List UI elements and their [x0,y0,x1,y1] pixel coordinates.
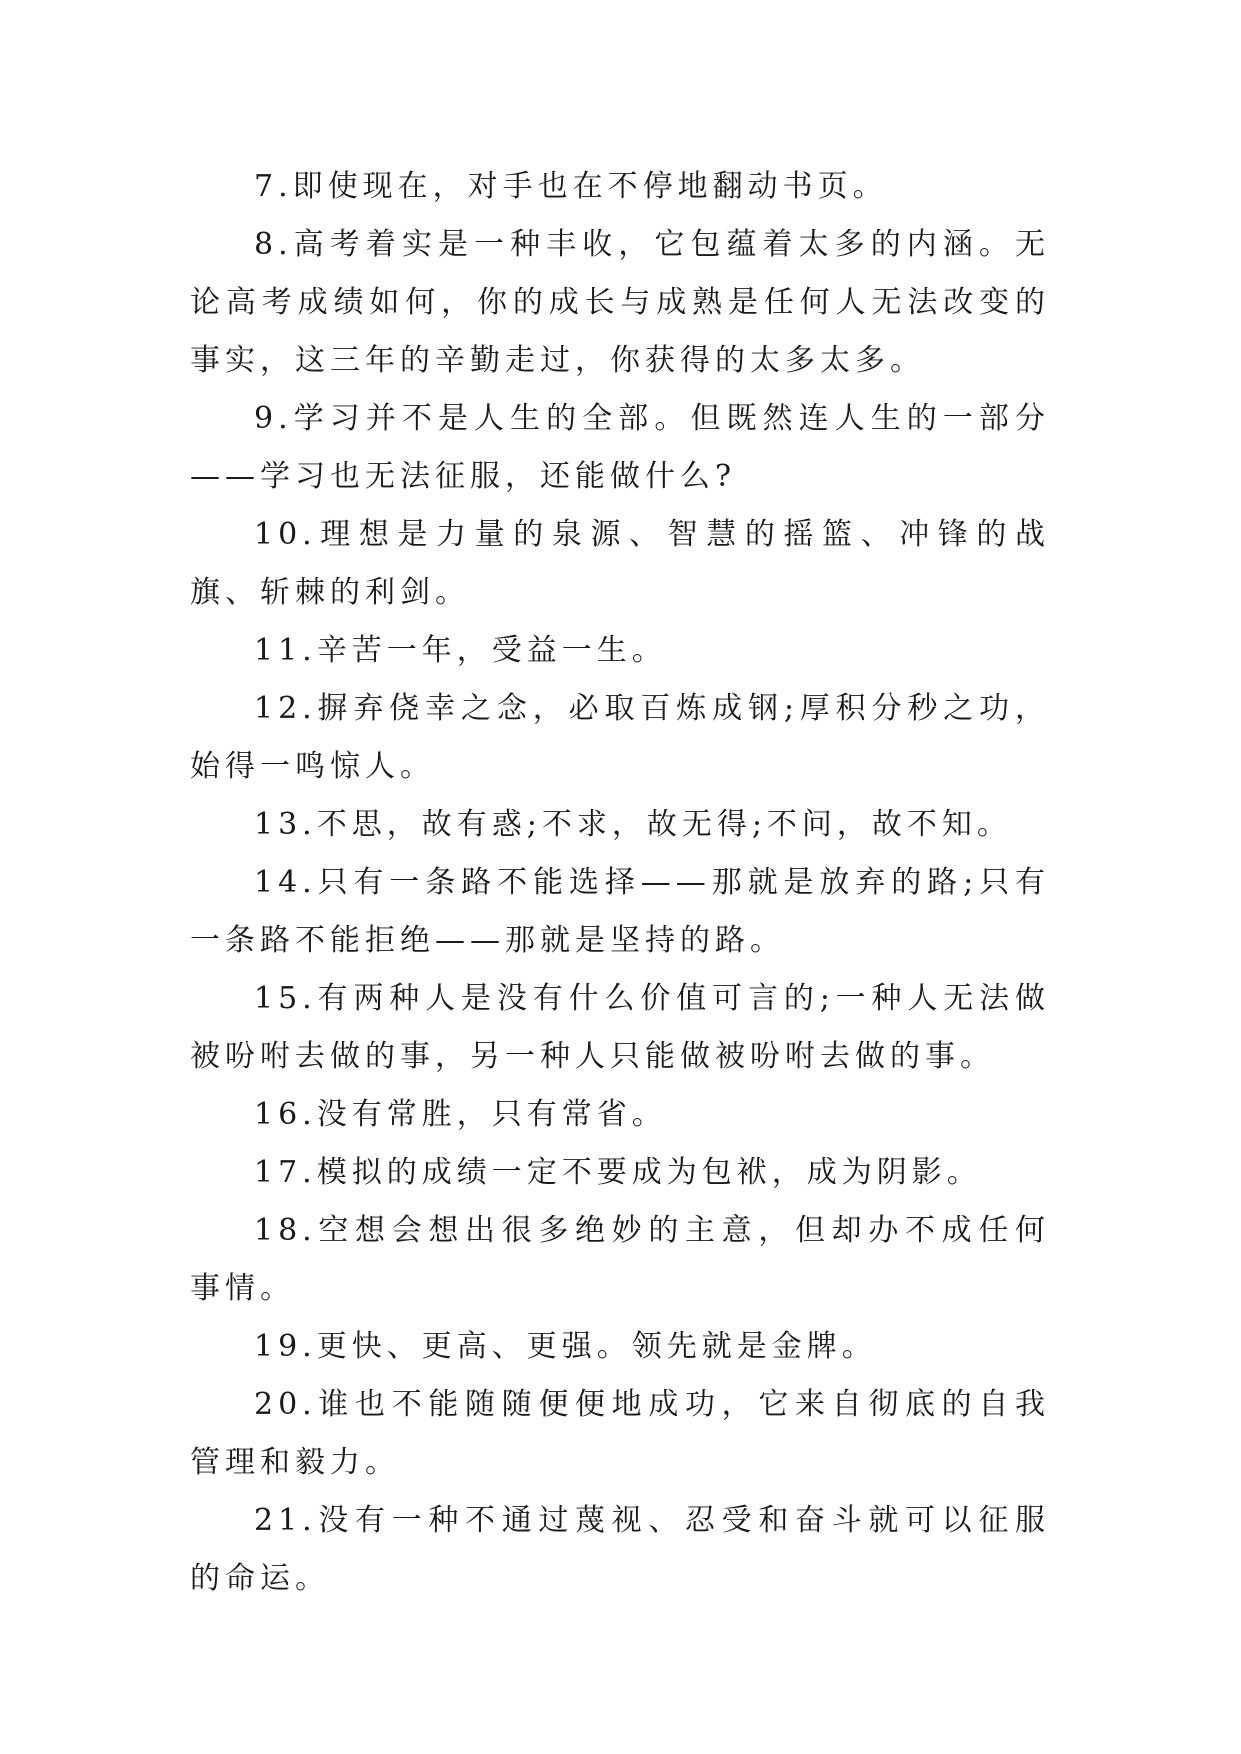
list-item: 13.不思，故有惑;不求，故无得;不问，故不知。 [254,807,1012,842]
list-item: 19.更快、更高、更强。领先就是金牌。 [254,1329,877,1364]
list-item: 20.谁也不能随随便便地成功，它来自彻底的自我管理和毅力。 [190,1387,1050,1480]
list-item: 14.只有一条路不能选择——那就是放弃的路;只有一条路不能拒绝——那就是坚持的路。 [190,865,1050,958]
list-item: 11.辛苦一年，受益一生。 [254,633,667,668]
list-item: 7.即使现在，对手也在不停地翻动书页。 [254,169,888,204]
list-item: 9.学习并不是人生的全部。但既然连人生的一部分——学习也无法征服，还能做什么? [190,401,1050,494]
list-item: 15.有两种人是没有什么价值可言的;一种人无法做被吩咐去做的事，另一种人只能做被吩咐去做的事。 [190,981,1050,1074]
list-item: 21.没有一种不通过蔑视、忍受和奋斗就可以征服的命运。 [190,1503,1050,1596]
list-item: 8.高考着实是一种丰收，它包蕴着太多的内涵。无论高考成绩如何，你的成长与成熟是任何人无法改变的事实，这三年的辛勤走过，你获得的太多太多。 [190,227,1050,378]
list-item: 16.没有常胜，只有常省。 [254,1097,667,1132]
list-item: 17.模拟的成绩一定不要成为包袱，成为阴影。 [254,1155,982,1190]
list-item: 12.摒弃侥幸之念，必取百炼成钢;厚积分秒之功，始得一鸣惊人。 [190,691,1050,784]
list-item: 10.理想是力量的泉源、智慧的摇篮、冲锋的战旗、斩棘的利剑。 [190,517,1050,610]
list-item: 18.空想会想出很多绝妙的主意，但却办不成任何事情。 [190,1213,1050,1306]
document-body [190,158,1050,1608]
